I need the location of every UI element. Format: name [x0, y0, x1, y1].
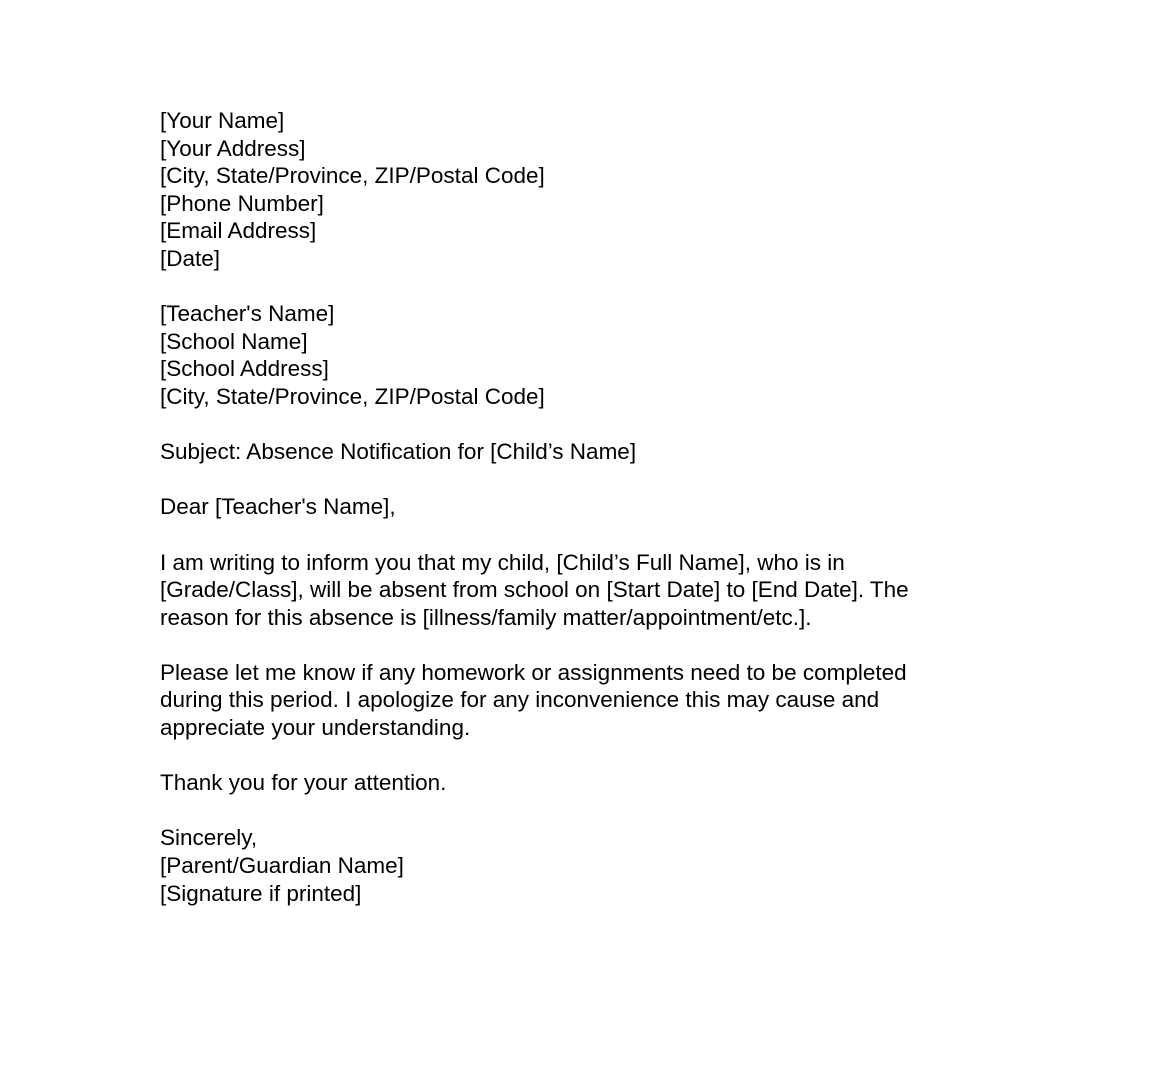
subject-line: [160, 438, 980, 466]
letter-date: [Date]: [160, 245, 221, 271]
salutation-text: Dear [Teacher's Name],: [160, 494, 396, 520]
closing-block: [160, 824, 980, 907]
sender-address: [Your Address]: [160, 135, 306, 161]
paragraph-2-line: Please let me know if any homework or assignments need to be completed: [160, 659, 907, 685]
paragraph-2-line: during this period. I apologize for any inconvenience this may cause and: [160, 687, 880, 713]
paragraph-1-line: reason for this absence is [illness/family matter/appointment/etc.].: [160, 604, 812, 630]
thank-you-text: Thank you for your attention.: [160, 770, 447, 796]
body-paragraph-2: [160, 659, 980, 742]
sender-phone: [Phone Number]: [160, 190, 324, 216]
body-paragraph-3: [160, 769, 980, 797]
signature-placeholder: [Signature if printed]: [160, 880, 362, 906]
recipient-school-address: [School Address]: [160, 356, 329, 382]
recipient-teacher-name: [Teacher's Name]: [160, 301, 335, 327]
recipient-city-state-zip: [City, State/Province, ZIP/Postal Code]: [160, 383, 545, 409]
recipient-block: [160, 300, 980, 410]
paragraph-2-line: appreciate your understanding.: [160, 715, 471, 741]
recipient-school-name: [School Name]: [160, 328, 308, 354]
valediction: Sincerely,: [160, 825, 258, 851]
paragraph-1-line: I am writing to inform you that my child, [Child’s Full Name], who is in: [160, 549, 845, 575]
sender-name: [Your Name]: [160, 108, 285, 133]
letter-body: [160, 107, 980, 907]
sender-block: [160, 107, 980, 273]
parent-guardian-name: [Parent/Guardian Name]: [160, 853, 404, 879]
body-paragraph-1: [160, 549, 980, 632]
sender-city-state-zip: [City, State/Province, ZIP/Postal Code]: [160, 163, 545, 189]
subject-text: Subject: Absence Notification for [Child’s Name]: [160, 439, 637, 465]
paragraph-1-line: [Grade/Class], will be absent from school on [Start Date] to [End Date]. The: [160, 577, 909, 603]
salutation: [160, 493, 980, 521]
sender-email: [Email Address]: [160, 218, 317, 244]
